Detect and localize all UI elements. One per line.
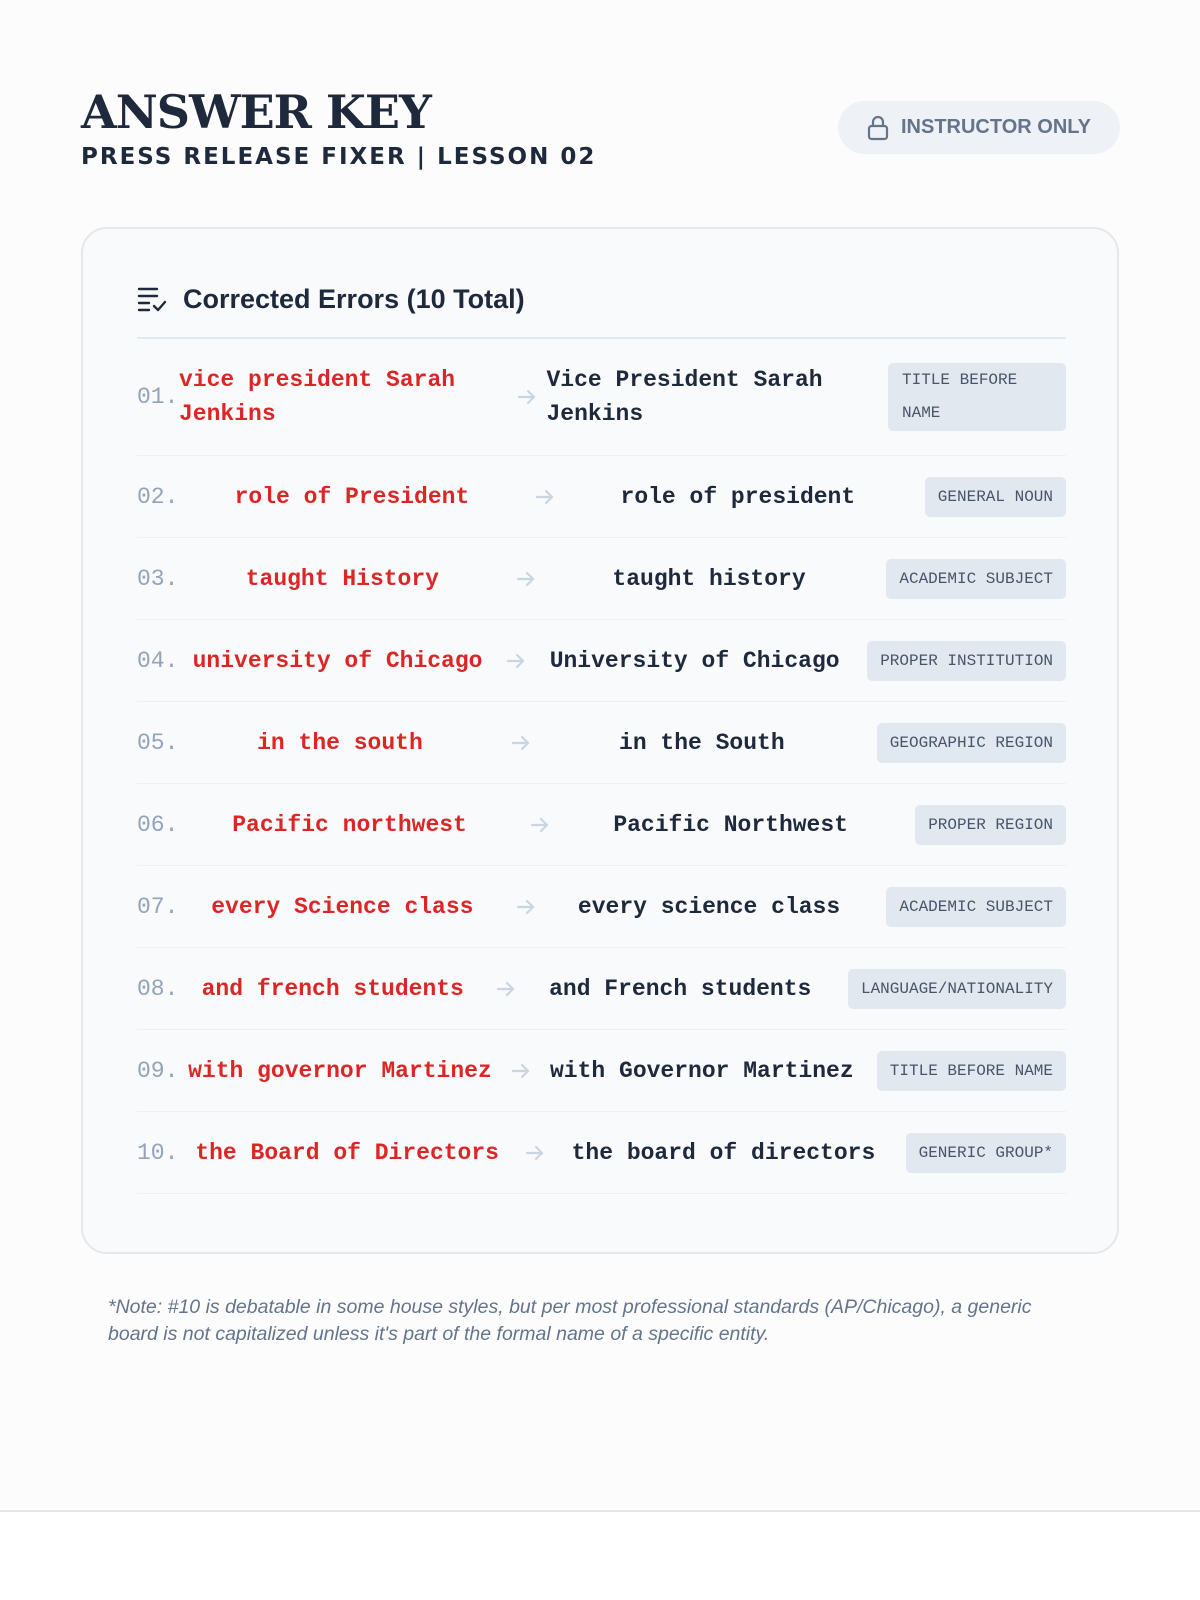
- corrected-text: with Governor Martinez: [550, 1057, 854, 1084]
- lock-icon: [867, 115, 889, 141]
- rule-tag: PROPER INSTITUTION: [867, 641, 1066, 681]
- corrected-text: the board of directors: [571, 1139, 876, 1166]
- arrow-right-icon: [496, 652, 536, 670]
- corrected-text: and French students: [549, 975, 812, 1002]
- error-row: [137, 456, 1066, 538]
- arrow-right-icon: [525, 488, 565, 506]
- list-check-icon: [137, 279, 167, 318]
- row-number: 01.: [137, 384, 179, 410]
- rule-tag: LANGUAGE/NATIONALITY: [848, 969, 1066, 1009]
- row-number: 10.: [137, 1139, 179, 1166]
- arrow-right-icon: [507, 388, 547, 406]
- corrected-text: role of president: [620, 483, 856, 510]
- arrow-right-icon: [501, 734, 541, 752]
- rule-tag: TITLE BEFORE NAME: [888, 363, 1066, 431]
- incorrect-text: role of President: [234, 483, 470, 510]
- arrow-right-icon: [501, 1062, 541, 1080]
- card-header: [137, 279, 1066, 339]
- error-list: [137, 339, 1066, 1194]
- rule-tag: GEOGRAPHIC REGION: [877, 723, 1066, 763]
- incorrect-text: in the south: [257, 729, 423, 756]
- footnote: *Note: #10 is debatable in some house styles, but per most professional standards (AP/Chicago), a generic board is not capitalized unless it's part of the formal name of a specific entity.: [108, 1296, 1032, 1345]
- error-row: [137, 1030, 1066, 1112]
- error-row: [137, 948, 1066, 1030]
- incorrect-text: university of Chicago: [192, 647, 483, 674]
- rule-tag: PROPER REGION: [915, 805, 1066, 845]
- rule-tag: TITLE BEFORE NAME: [877, 1051, 1066, 1091]
- instructor-only-badge: [838, 101, 1120, 154]
- error-row: [137, 866, 1066, 948]
- incorrect-text: with governor Martinez: [188, 1057, 492, 1084]
- row-number: 02.: [137, 483, 179, 510]
- card-title: Corrected Errors (10 Total): [183, 284, 525, 314]
- row-number: 07.: [137, 893, 179, 920]
- rule-tag: ACADEMIC SUBJECT: [886, 887, 1066, 927]
- corrected-text: University of Chicago: [549, 647, 840, 674]
- row-number: 09.: [137, 1057, 179, 1084]
- corrected-text: Vice President Sarah Jenkins: [546, 367, 823, 427]
- row-number: 05.: [137, 729, 179, 756]
- error-row: [137, 620, 1066, 702]
- incorrect-text: taught History: [245, 565, 439, 592]
- error-row: [137, 538, 1066, 620]
- row-number: 03.: [137, 565, 179, 592]
- arrow-right-icon: [486, 980, 526, 998]
- arrow-right-icon: [506, 570, 546, 588]
- rule-tag: GENERIC GROUP*: [906, 1133, 1066, 1173]
- row-number: 08.: [137, 975, 179, 1002]
- error-row: [137, 784, 1066, 866]
- incorrect-text: the Board of Directors: [195, 1139, 499, 1166]
- row-number: 06.: [137, 811, 179, 838]
- corrected-errors-card: [81, 227, 1119, 1254]
- page-title: ANSWER KEY: [81, 85, 431, 139]
- error-row: [137, 702, 1066, 784]
- error-row: [137, 1112, 1066, 1194]
- incorrect-text: every Science class: [211, 893, 474, 920]
- page-footer: [0, 1512, 1200, 1600]
- header: [81, 84, 596, 172]
- arrow-right-icon: [520, 816, 560, 834]
- corrected-text: taught history: [612, 565, 806, 592]
- incorrect-text: and french students: [201, 975, 464, 1002]
- corrected-text: every science class: [577, 893, 841, 920]
- page-subtitle: PRESS RELEASE FIXER | LESSON 02: [81, 144, 597, 170]
- row-number: 04.: [137, 647, 179, 674]
- incorrect-text: vice president Sarah Jenkins: [179, 367, 456, 427]
- error-row: [137, 339, 1066, 456]
- rule-tag: GENERAL NOUN: [925, 477, 1066, 517]
- corrected-text: Pacific Northwest: [613, 811, 848, 838]
- incorrect-text: Pacific northwest: [232, 811, 467, 838]
- corrected-text: in the South: [619, 729, 785, 756]
- badge-label: INSTRUCTOR ONLY: [900, 116, 1092, 138]
- arrow-right-icon: [506, 898, 546, 916]
- arrow-right-icon: [515, 1144, 555, 1162]
- rule-tag: ACADEMIC SUBJECT: [886, 559, 1066, 599]
